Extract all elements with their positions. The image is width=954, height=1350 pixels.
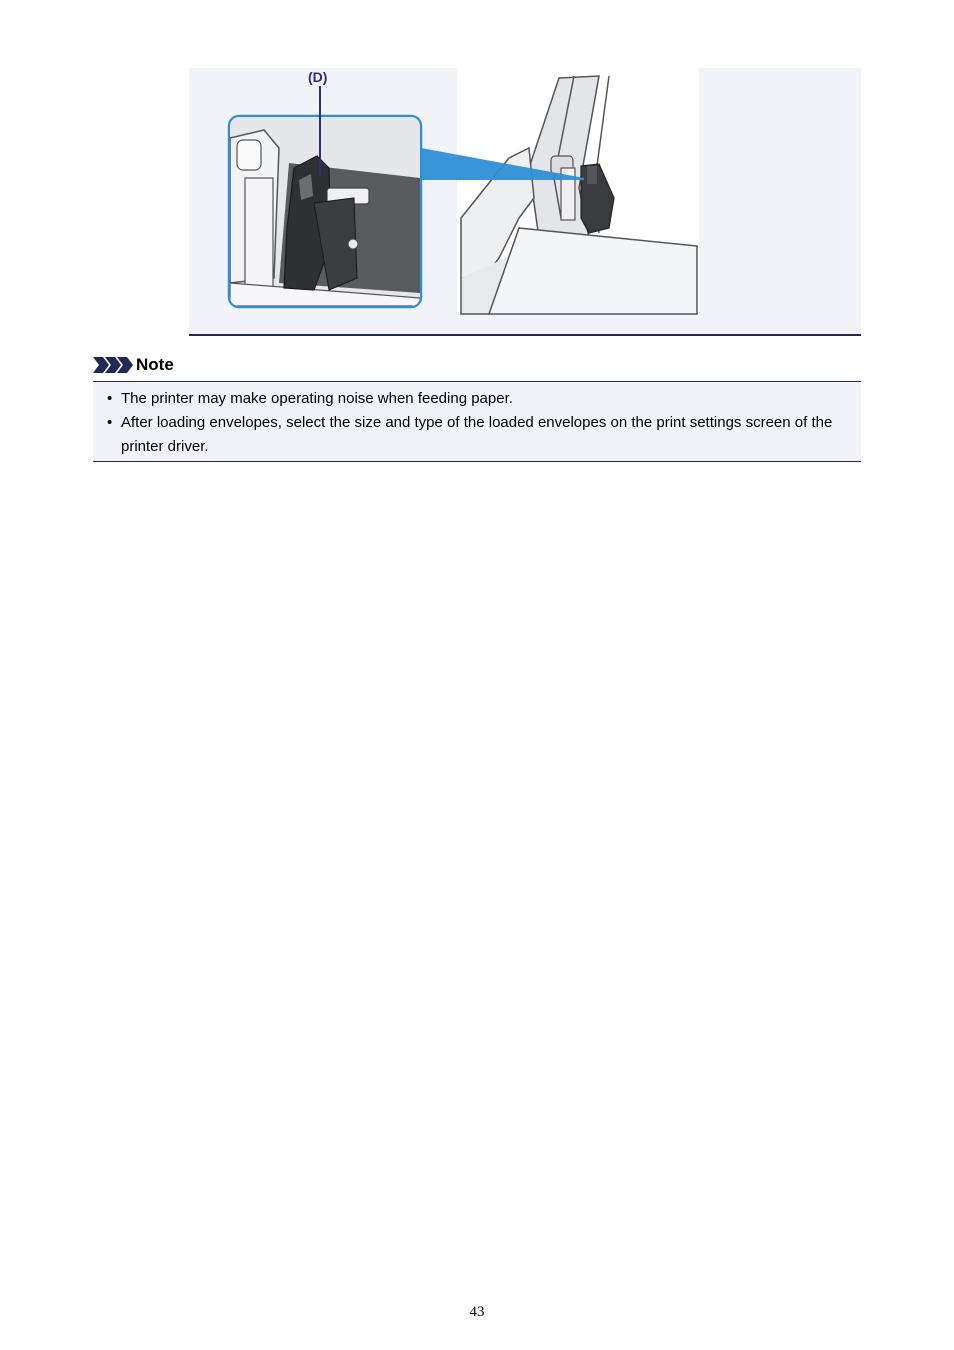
note-box — [93, 381, 861, 462]
note-item-text: After loading envelopes, select the size and type of the loaded envelopes on the print settings screen of the printer driver. — [121, 414, 833, 455]
chevron-arrows-icon — [93, 357, 133, 373]
list-item — [107, 387, 855, 411]
list-item — [107, 411, 855, 459]
figure-panel — [189, 68, 861, 334]
bullet: • — [107, 414, 113, 431]
note-header — [93, 352, 174, 378]
page-number: 43 — [469, 1304, 485, 1320]
inset-zoom — [229, 116, 421, 307]
note-item-text: The printer may make operating noise when feeding paper. — [121, 390, 513, 407]
note-title: Note — [136, 355, 174, 374]
note-list — [93, 382, 861, 459]
figure-bottom-rule — [189, 334, 861, 336]
callout-label: (D) — [308, 69, 328, 85]
printer-paper-guide-illustration — [189, 68, 861, 334]
bullet: • — [107, 390, 113, 407]
